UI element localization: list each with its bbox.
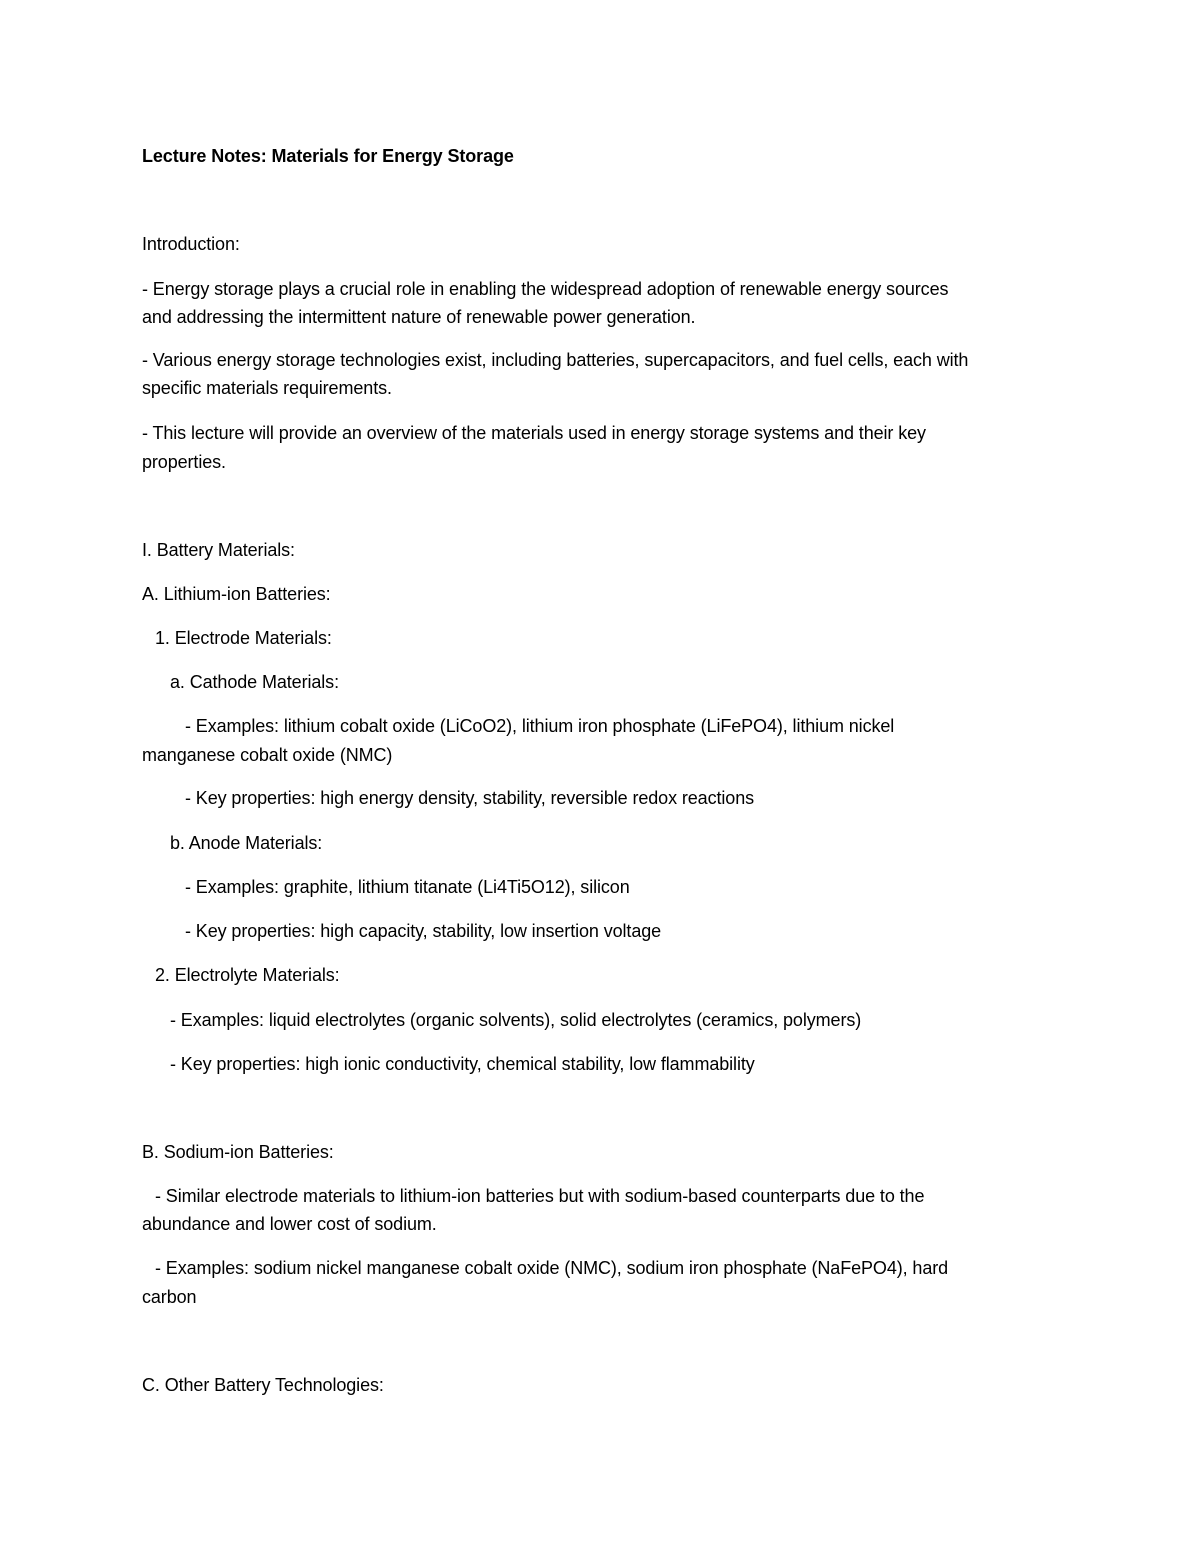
battery-heading: I. Battery Materials: bbox=[142, 540, 295, 560]
cathode-heading: a. Cathode Materials: bbox=[170, 672, 339, 692]
anode-properties: - Key properties: high capacity, stability, low insertion voltage bbox=[185, 921, 662, 941]
intro-bullet-2-line-2: specific materials requirements. bbox=[142, 378, 392, 398]
naion-bullet-1-line-2: abundance and lower cost of sodium. bbox=[142, 1214, 437, 1234]
naion-heading: B. Sodium-ion Batteries: bbox=[142, 1142, 334, 1162]
anode-examples: - Examples: graphite, lithium titanate (Li4Ti5O12), silicon bbox=[185, 877, 630, 897]
electrolyte-examples: - Examples: liquid electrolytes (organic solvents), solid electrolytes (ceramics, polymers) bbox=[170, 1010, 862, 1030]
electrode-heading: 1. Electrode Materials: bbox=[155, 628, 332, 648]
intro-heading: Introduction: bbox=[142, 234, 240, 254]
page-title: Lecture Notes: Materials for Energy Storage bbox=[142, 146, 514, 166]
naion-bullet-1-line-1: - Similar electrode materials to lithium-ion batteries but with sodium-based counterparts due to the bbox=[155, 1186, 925, 1206]
intro-bullet-3-line-1: - This lecture will provide an overview of the materials used in energy storage systems and their key bbox=[142, 423, 926, 443]
anode-heading: b. Anode Materials: bbox=[170, 833, 323, 853]
liion-heading: A. Lithium-ion Batteries: bbox=[142, 584, 331, 604]
cathode-examples-line-1: - Examples: lithium cobalt oxide (LiCoO2), lithium iron phosphate (LiFePO4), lithium nickel bbox=[185, 716, 895, 736]
intro-bullet-1-line-1: - Energy storage plays a crucial role in enabling the widespread adoption of renewable energy sources bbox=[142, 279, 949, 299]
electrolyte-heading: 2. Electrolyte Materials: bbox=[155, 965, 340, 985]
electrolyte-properties: - Key properties: high ionic conductivity, chemical stability, low flammability bbox=[170, 1054, 755, 1074]
other-battery-heading: C. Other Battery Technologies: bbox=[142, 1375, 384, 1395]
cathode-properties: - Key properties: high energy density, stability, reversible redox reactions bbox=[185, 788, 755, 808]
cathode-examples-line-2: manganese cobalt oxide (NMC) bbox=[142, 745, 393, 765]
intro-bullet-1-line-2: and addressing the intermittent nature of renewable power generation. bbox=[142, 307, 696, 327]
naion-bullet-2-line-1: - Examples: sodium nickel manganese cobalt oxide (NMC), sodium iron phosphate (NaFePO4), hard bbox=[155, 1258, 949, 1278]
naion-bullet-2-line-2: carbon bbox=[142, 1287, 197, 1307]
intro-bullet-3-line-2: properties. bbox=[142, 452, 226, 472]
intro-bullet-2-line-1: - Various energy storage technologies exist, including batteries, supercapacitors, and fuel cells, each with bbox=[142, 350, 969, 370]
